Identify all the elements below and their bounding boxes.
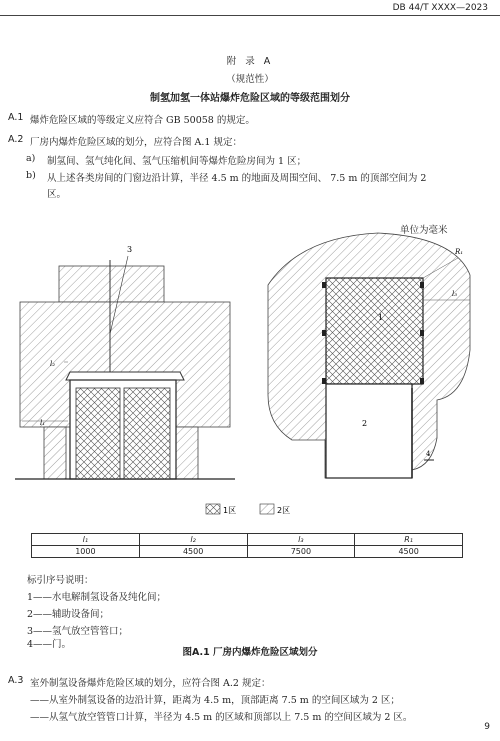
dim-r1-label: R₁ (455, 248, 464, 256)
left-elevation (15, 256, 235, 479)
dimension-table (31, 533, 463, 558)
zone2-base-left (44, 427, 66, 479)
item-mark: a) (26, 153, 36, 164)
legend-zone1-label: 1区 (223, 506, 237, 515)
wall-post (420, 330, 424, 336)
room-1-label: 1 (378, 313, 384, 322)
wall-post (322, 282, 326, 288)
table-header-cell: l₂ (139, 534, 247, 546)
table-header-cell: R₁ (355, 534, 463, 546)
table-header-cell: l₃ (247, 534, 355, 546)
note-item: 1——水电解制氢设备及纯化间； (27, 592, 167, 603)
dim-l3-label: l₃ (452, 290, 458, 298)
appendix-label: 附 录 A (226, 56, 274, 67)
zone2-top-block (59, 266, 164, 302)
legend-swatch-zone1 (206, 504, 220, 514)
right-plan (268, 233, 470, 478)
appendix-normative: （规范性） (226, 74, 274, 85)
wall-post (420, 282, 424, 288)
zone1-right (124, 388, 170, 479)
clause-number: A.1 (8, 112, 24, 123)
building-roof (66, 372, 184, 380)
dash-text: ——从室外制氢设备的边沿计算，距离为 4.5 m，顶部距离 7.5 m 的空间区域为 2 区； (30, 695, 400, 706)
figure-caption: 图A.1 厂房内爆炸危险区域划分 (182, 647, 318, 658)
item-mark: b) (26, 170, 36, 181)
page-number: 9 (484, 722, 490, 732)
table-cell: 1000 (32, 546, 140, 558)
wall-post (322, 330, 326, 336)
zone2-base-right (176, 427, 198, 479)
note-item: 4——门。 (27, 639, 72, 650)
item-text: 区。 (47, 189, 67, 200)
legend-zone2-label: 2区 (277, 506, 291, 515)
zone1-plan (326, 278, 423, 384)
callout-3: 3 (127, 245, 133, 254)
note-item: 3——氢气放空管管口； (27, 626, 129, 637)
room-2-label: 2 (362, 419, 368, 428)
table-cell: 7500 (247, 546, 355, 558)
note-item: 2——辅助设备间； (27, 609, 110, 620)
clause-text: 爆炸危险区域的等级定义应符合 GB 50058 的规定。 (30, 115, 255, 126)
dash-text: ——从氢气放空管管口计算，半径为 4.5 m 的区域和顶部以上 7.5 m 的空间区域为 2 区。 (30, 712, 413, 723)
notes-heading: 标引序号说明： (27, 575, 94, 586)
table-cell: 4500 (139, 546, 247, 558)
clause-number: A.3 (8, 675, 24, 686)
dim-l2-label: l₂ (50, 360, 56, 368)
table-cell: 4500 (355, 546, 463, 558)
wall-post (322, 378, 326, 384)
table-header-cell: l₁ (32, 534, 140, 546)
legend-swatch-zone2 (260, 504, 274, 514)
zone1-left (76, 388, 120, 479)
item-text: 制氢间、氢气纯化间、氢气压缩机间等爆炸危险房间为 1 区； (47, 156, 307, 167)
item-text: 从上述各类房间的门窗边沿计算，半径 4.5 m 的地面及周围空间、 7.5 m 的顶部空间为 2 (47, 173, 427, 184)
clause-number: A.2 (8, 134, 24, 145)
unit-note: 单位为毫米 (400, 225, 448, 236)
table-row (32, 546, 463, 558)
standard-code: DB 44/T XXXX—2023 (392, 3, 488, 13)
wall-post (420, 378, 424, 384)
clause-text: 厂房内爆炸危险区域的划分，应符合图 A.1 规定： (30, 137, 242, 148)
dim-l1-label: l₁ (40, 419, 46, 427)
table-header-row (32, 534, 463, 546)
clause-text: 室外制氢设备爆炸危险区域的划分，应符合图 A.2 规定： (30, 678, 271, 689)
room2-plan (326, 384, 412, 478)
door-4-label: 4 (426, 450, 431, 458)
appendix-title: 制氢加氢一体站爆炸危险区域的等级范围划分 (150, 93, 350, 104)
